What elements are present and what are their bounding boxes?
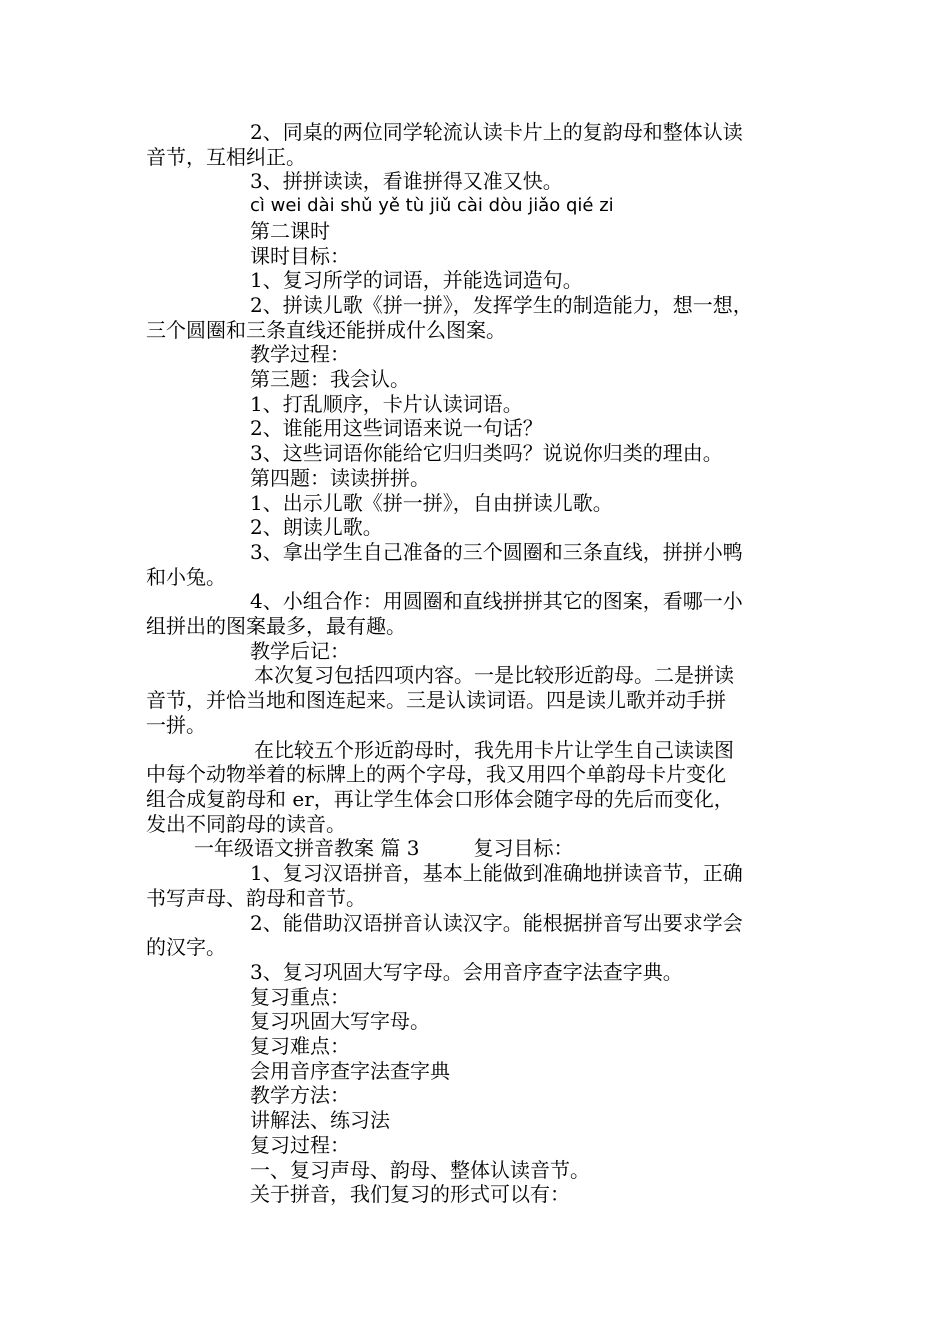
- paragraph: 组拼出的图案最多，最有趣。: [146, 614, 406, 639]
- paragraph: 2、拼读儿歌《拼一拼》，发挥学生的制造能力，想一想，: [250, 292, 753, 317]
- paragraph: 一、复习声母、韵母、整体认读音节。: [250, 1157, 590, 1182]
- paragraph: 1、复习所学的词语，并能选词造句。: [250, 268, 583, 293]
- paragraph: 课时目标：: [250, 243, 350, 268]
- paragraph: 3、拼拼读读，看谁拼得又准又快。: [250, 169, 563, 194]
- document-body: [146, 120, 826, 1207]
- paragraph: 2、同桌的两位同学轮流认读卡片上的复韵母和整体认读: [250, 120, 743, 144]
- paragraph: 3、这些词语你能给它归归类吗？说说你归类的理由。: [250, 441, 723, 466]
- paragraph: 第三题：我会认。: [250, 367, 410, 392]
- paragraph: 复习巩固大写字母。: [250, 1009, 430, 1034]
- paragraph: 和小兔。: [146, 564, 226, 589]
- paragraph: 中每个动物举着的标牌上的两个字母，我又用四个单韵母卡片变化: [146, 762, 726, 787]
- pinyin-line: cì wei dài shǔ yě tù jiǔ cài dòu jiǎo qié zi: [250, 195, 614, 217]
- paragraph: 3、拿出学生自己准备的三个圆圈和三条直线，拼拼小鸭: [250, 539, 743, 564]
- paragraph: 的汉字。: [146, 935, 226, 960]
- paragraph: 组合成复韵母和 er，再让学生体会口形体会随字母的先后而变化，: [146, 786, 734, 811]
- paragraph: 音节，互相纠正。: [146, 144, 306, 169]
- paragraph: 1、复习汉语拼音，基本上能做到准确地拼读音节，正确: [250, 861, 743, 886]
- paragraph: 3、复习巩固大写字母。会用音序查字法查字典。: [250, 959, 683, 984]
- paragraph: 复习难点：: [250, 1034, 350, 1059]
- paragraph: 一拼。: [146, 712, 206, 737]
- paragraph: 书写声母、韵母和音节。: [146, 885, 366, 910]
- paragraph: 4、小组合作：用圆圈和直线拼拼其它的图案，看哪一小: [250, 589, 743, 614]
- section-heading: 第二课时: [250, 218, 330, 243]
- paragraph: 音节，并恰当地和图连起来。三是认读词语。四是读儿歌并动手拼: [146, 688, 726, 713]
- paragraph: 三个圆圈和三条直线还能拼成什么图案。: [146, 317, 506, 342]
- paragraph: 讲解法、练习法: [250, 1108, 390, 1133]
- lesson-heading-line: [146, 836, 826, 861]
- paragraph: 1、出示儿歌《拼一拼》，自由拼读儿歌。: [250, 490, 613, 515]
- lesson-title: 一年级语文拼音教案 篇 3: [194, 836, 420, 861]
- paragraph: 2、朗读儿歌。: [250, 515, 383, 540]
- paragraph: 复习过程：: [250, 1132, 350, 1157]
- paragraph: 教学方法：: [250, 1083, 350, 1108]
- paragraph: 关于拼音，我们复习的形式可以有：: [250, 1182, 570, 1207]
- paragraph: 第四题：读读拼拼。: [250, 465, 430, 490]
- paragraph: 教学过程：: [250, 342, 350, 367]
- paragraph: 会用音序查字法查字典: [250, 1058, 450, 1083]
- paragraph: 发出不同韵母的读音。: [146, 811, 346, 836]
- paragraph: 2、能借助汉语拼音认读汉字。能根据拼音写出要求学会: [250, 910, 743, 935]
- paragraph: 在比较五个形近韵母时，我先用卡片让学生自己读读图: [254, 737, 734, 762]
- paragraph: 复习目标：: [473, 836, 574, 861]
- paragraph: 1、打乱顺序，卡片认读词语。: [250, 391, 523, 416]
- paragraph: 2、谁能用这些词语来说一句话？: [250, 416, 543, 441]
- paragraph: 教学后记：: [250, 638, 350, 663]
- paragraph: 本次复习包括四项内容。一是比较形近韵母。二是拼读: [254, 663, 734, 688]
- paragraph: 复习重点：: [250, 984, 350, 1009]
